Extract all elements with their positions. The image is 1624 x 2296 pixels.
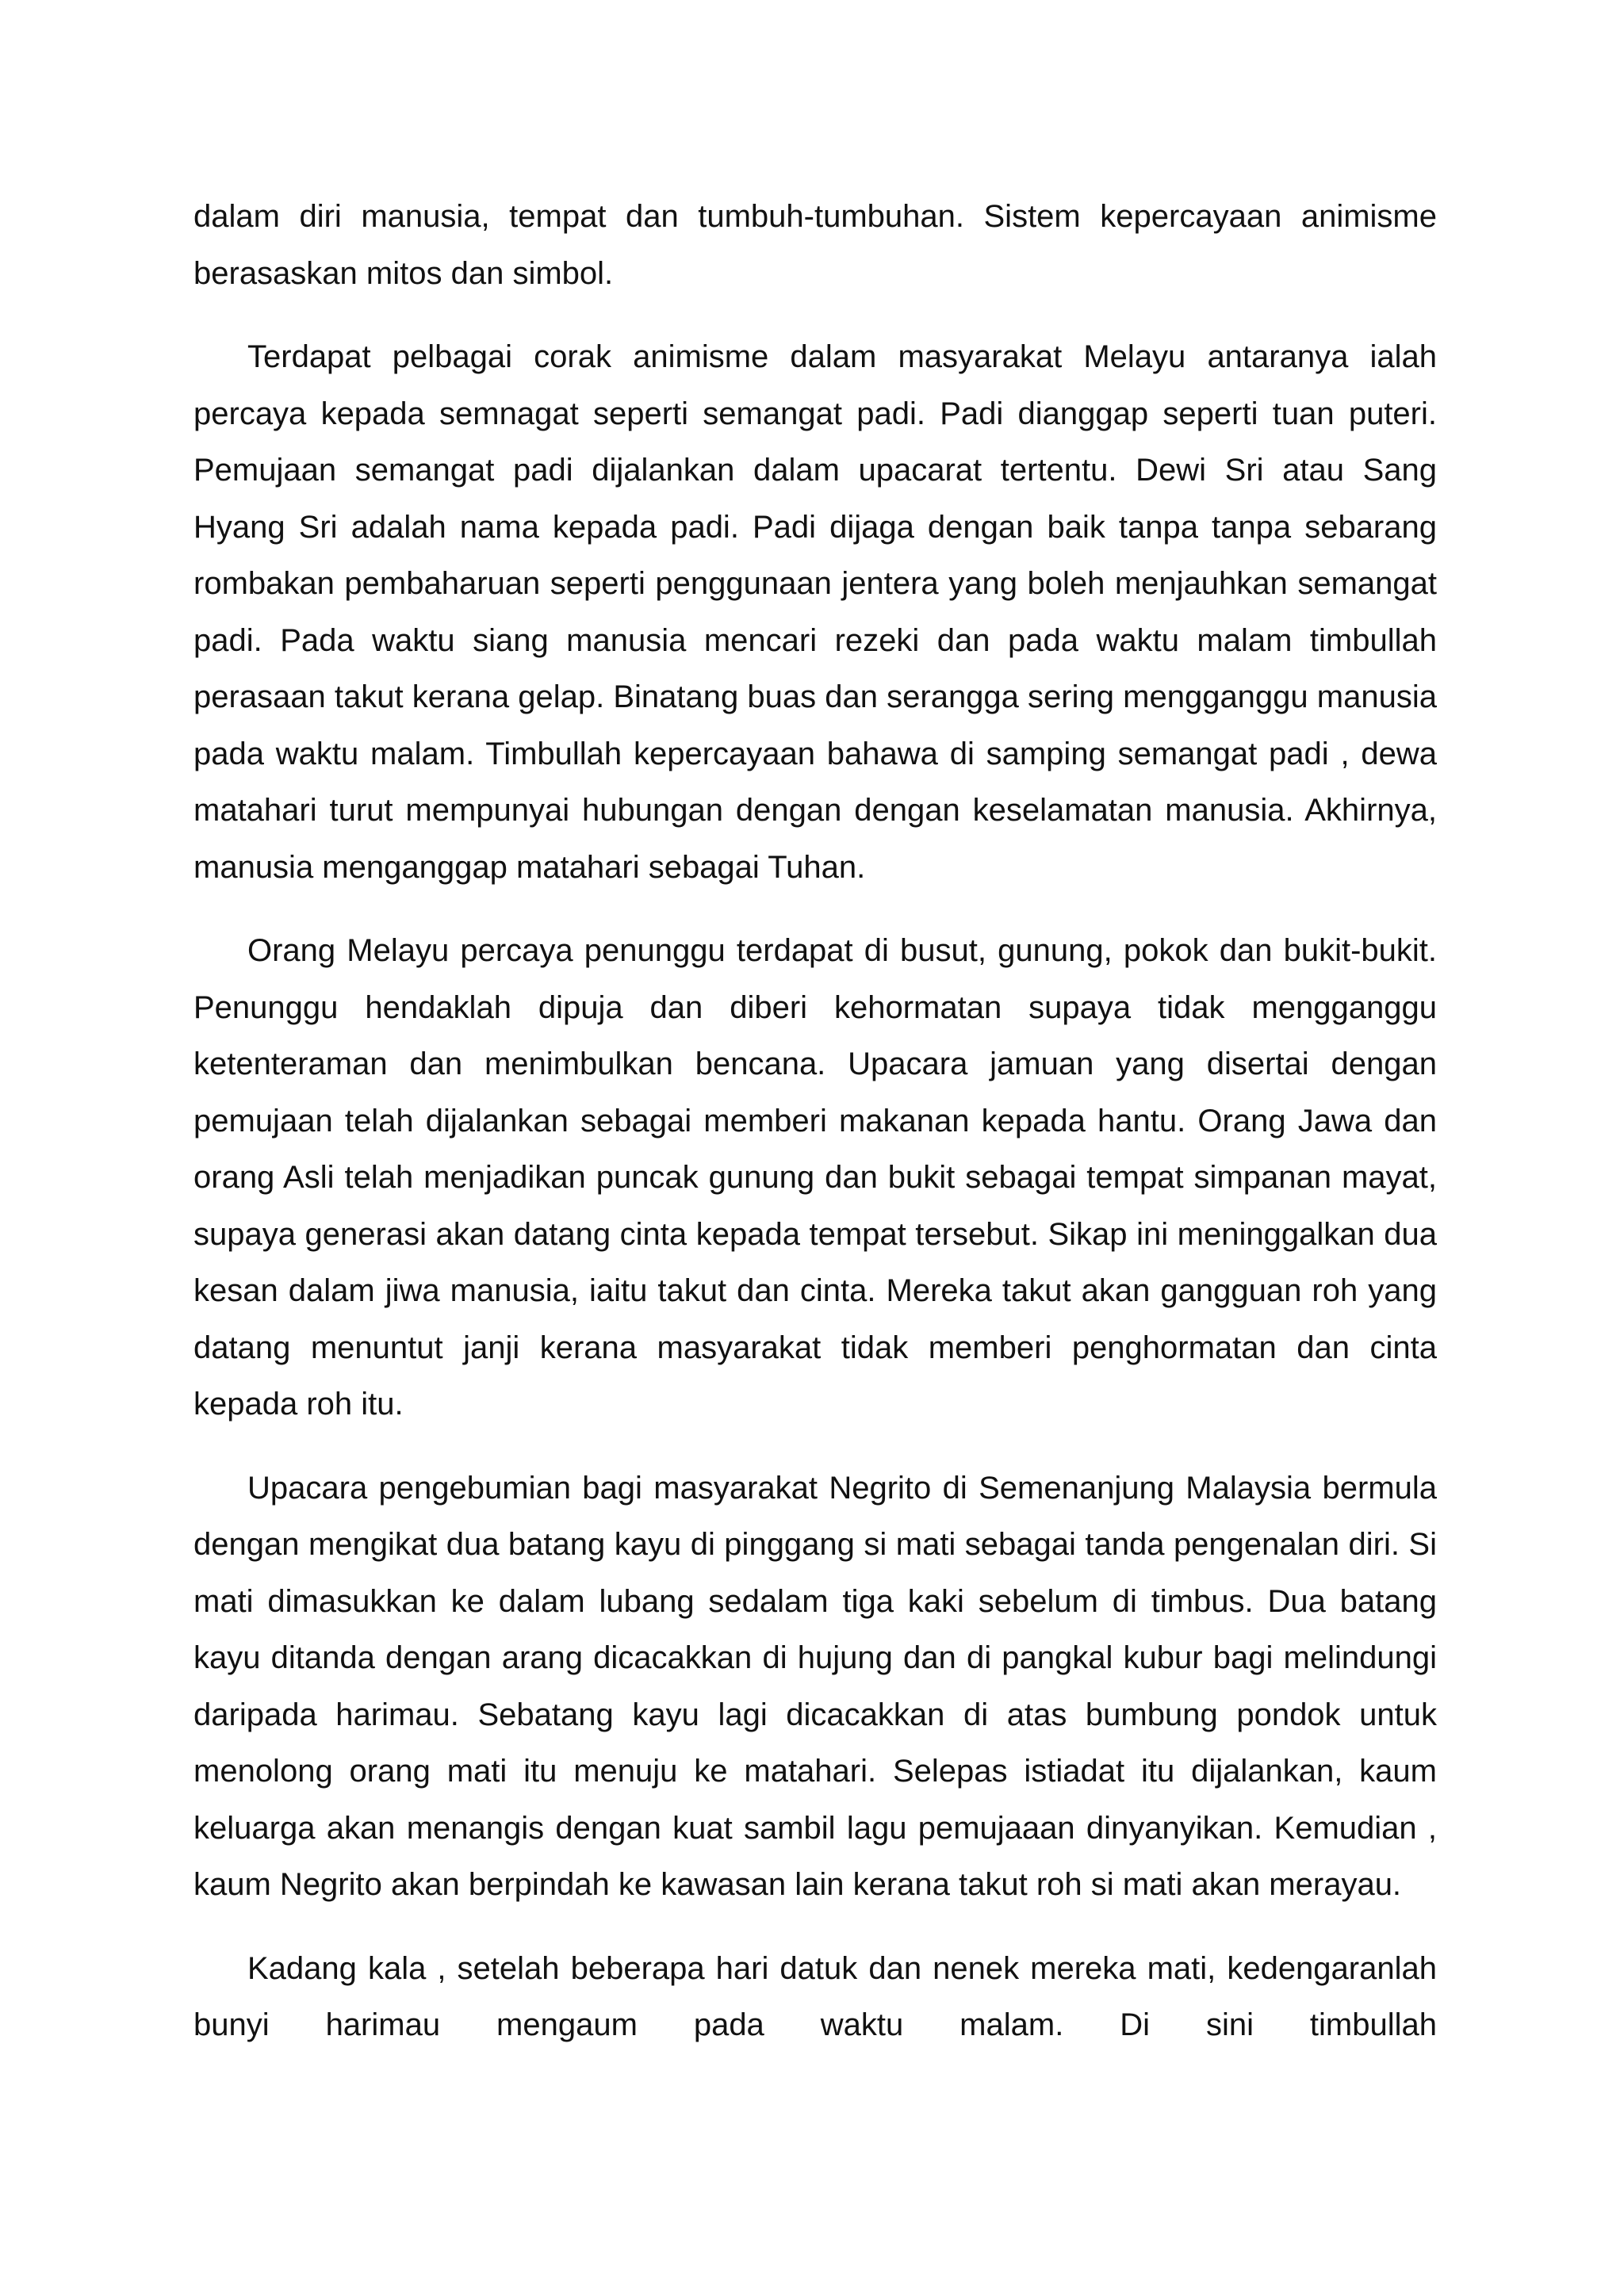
- document-body: [193, 189, 1437, 2081]
- paragraph-4: Upacara pengebumian bagi masyarakat Negrito di Semenanjung Malaysia bermula dengan mengikat dua batang kayu di pinggang si mati sebagai tanda pengenalan diri. Si mati dimasukkan ke dalam lubang sedalam tiga kaki sebelum di timbus. Dua batang kayu ditanda dengan arang dicacakkan di hujung dan di pangkal kubur bagi melindungi daripada harimau. Sebatang kayu lagi dicacakkan di atas bumbung pondok untuk menolong orang mati itu menuju ke matahari. Selepas istiadat itu dijalankan, kaum keluarga akan menangis dengan kuat sambil lagu pemujaaan dinyanyikan. Kemudian , kaum Negrito akan berpindah ke kawasan lain kerana takut roh si mati akan merayau.: [193, 1470, 1437, 1902]
- paragraph-3: Orang Melayu percaya penunggu terdapat di busut, gunung, pokok dan bukit-bukit. Penunggu hendaklah dipuja dan diberi kehormatan supaya tidak mengganggu ketenteraman dan menimbulkan bencana. Upacara jamuan yang disertai dengan pemujaan telah dijalankan sebagai memberi makanan kepada hantu. Orang Jawa dan orang Asli telah menjadikan puncak gunung dan bukit sebagai tempat simpanan mayat, supaya generasi akan datang cinta kepada tempat tersebut. Sikap ini meninggalkan dua kesan dalam jiwa manusia, iaitu takut dan cinta. Mereka takut akan gangguan roh yang datang menuntut janji kerana masyarakat tidak memberi penghormatan dan cinta kepada roh itu.: [193, 933, 1437, 1422]
- paragraph-5: Kadang kala , setelah beberapa hari datuk dan nenek mereka mati, kedengaranlah bunyi harimau mengaum pada waktu malam. Di sini timbullah: [193, 1950, 1437, 2042]
- paragraph-2: Terdapat pelbagai corak animisme dalam masyarakat Melayu antaranya ialah percaya kepada semnagat seperti semangat padi. Padi dianggap seperti tuan puteri. Pemujaan semangat padi dijalankan dalam upacarat tertentu. Dewi Sri atau Sang Hyang Sri adalah nama kepada padi. Padi dijaga dengan baik tanpa tanpa sebarang rombakan pembaharuan seperti penggunaan jentera yang boleh menjauhkan semangat padi. Pada waktu siang manusia mencari rezeki dan pada waktu malam timbullah perasaan takut kerana gelap. Binatang buas dan serangga sering mengganggu manusia pada waktu malam. Timbullah kepercayaan bahawa di samping semangat padi , dewa matahari turut mempunyai hubungan dengan dengan keselamatan manusia. Akhirnya, manusia menganggap matahari sebagai Tuhan.: [193, 339, 1437, 885]
- paragraph-1: dalam diri manusia, tempat dan tumbuh-tumbuhan. Sistem kepercayaan animisme berasaskan mitos dan simbol.: [193, 199, 1437, 291]
